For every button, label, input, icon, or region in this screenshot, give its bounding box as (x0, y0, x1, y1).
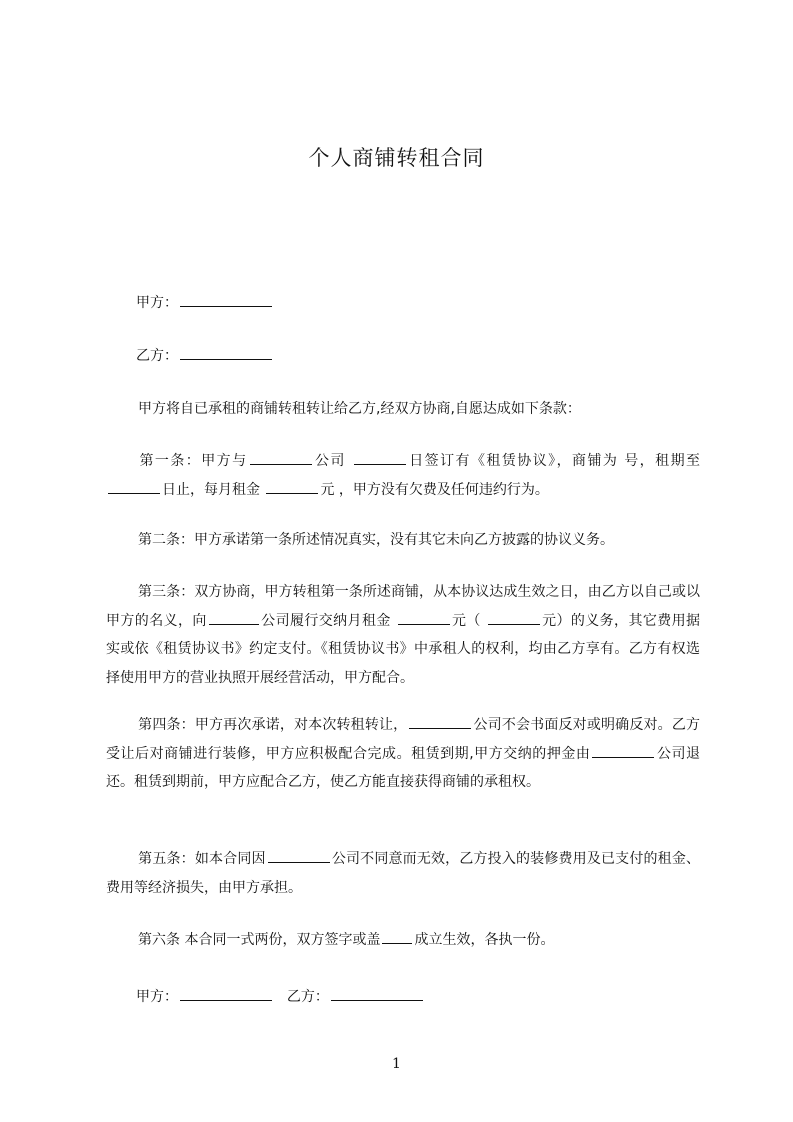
clause-5 (106, 845, 700, 902)
clause-5-blank-company (268, 848, 330, 863)
clause-2 (106, 526, 700, 555)
party-a-blank (180, 292, 272, 307)
clause-3-text-b: 公司履行交纳月租金 (260, 612, 391, 629)
clause-3-blank-company (209, 610, 259, 625)
signature-party-b-label: 乙方： (286, 989, 329, 1005)
clause-5-text-a: 第五条：如本合同因 (138, 851, 266, 867)
clause-3 (106, 578, 700, 692)
page-title: 个人商铺转租合同 (308, 146, 485, 170)
clause-4-blank-company (409, 714, 471, 729)
clause-5-text-b: 公司不同意而无效，乙方投入的装修费用及已支付的租金、费用等经济损失，由甲方承担。 (106, 851, 701, 896)
page-number: 1 (392, 1056, 401, 1072)
clause-6-blank-seal (382, 929, 412, 944)
party-b-label: 乙方： (136, 348, 178, 364)
clause-1 (106, 447, 700, 504)
clause-3-blank-rent-upper (488, 610, 540, 625)
clause-1-text-d: 日止，每月租金 (162, 481, 260, 498)
clause-4-text-a: 第四条：甲方再次承诺，对本次转租转让， (138, 717, 408, 733)
clause-1-text-c: 日签订有《租赁协议》，商铺为 号，租期至 (407, 453, 701, 469)
clause-6-text-b: 成立生效，各执一份。 (414, 932, 555, 948)
clause-4-blank-company-2 (592, 743, 654, 758)
signature-line (136, 986, 425, 1007)
clause-1-text-e: 元 ，甲方没有欠费及任何违约行为。 (320, 481, 549, 498)
clause-3-text-c: 元（ (451, 612, 481, 629)
signature-party-a-blank (180, 986, 272, 1001)
clause-6-text-a: 第六条 本合同一式两份，双方签字或盖 (138, 932, 381, 948)
clause-4-text-c: 公司退还。租赁到期前，甲方应配合乙方，使乙方能直接获得商铺的承租权。 (106, 745, 701, 790)
clause-6 (106, 926, 700, 955)
party-b-blank (180, 345, 272, 360)
clause-2-text: 第二条：甲方承诺第一条所述情况真实，没有其它未向乙方披露的协议义务。 (138, 532, 614, 548)
intro-paragraph (106, 395, 700, 424)
clause-4 (106, 711, 700, 797)
clause-1-blank-company (250, 450, 312, 465)
clause-1-text-a: 第一条：甲方与 (138, 453, 248, 469)
clause-4-text-b: 公司不会书面反对或明确反对。乙方受让后对商铺进行装修，甲方应积极配合完成。租赁到期,甲方交纳的押金由 (106, 717, 701, 762)
party-a-line (136, 292, 274, 313)
signature-party-a-label: 甲方： (136, 989, 178, 1005)
party-b-line (136, 345, 274, 366)
clause-1-blank-date (354, 450, 406, 465)
clause-3-text-a: 第三条：双方协商，甲方转租第一条所述商铺，从本协议达成生效之日，由乙方以自己或以甲方的名义，向 (106, 584, 700, 629)
clause-1-text-b: 公司 (313, 453, 346, 469)
clause-1-blank-end-date (108, 479, 160, 494)
signature-party-b-blank (331, 986, 423, 1001)
clause-3-text-d: 元）的义务，其它费用据实或依《租赁协议书》约定支付。《租赁协议书》中承租人的权利，均由乙方享有。乙方有权选择使用甲方的营业执照开展经营活动，甲方配合。 (106, 612, 701, 686)
intro-text: 甲方将自已承租的商铺转租转让给乙方,经双方协商,自愿达成如下条款： (138, 401, 581, 417)
clause-3-blank-rent (398, 610, 450, 625)
clause-1-blank-rent (266, 479, 318, 494)
party-a-label: 甲方： (136, 295, 178, 311)
